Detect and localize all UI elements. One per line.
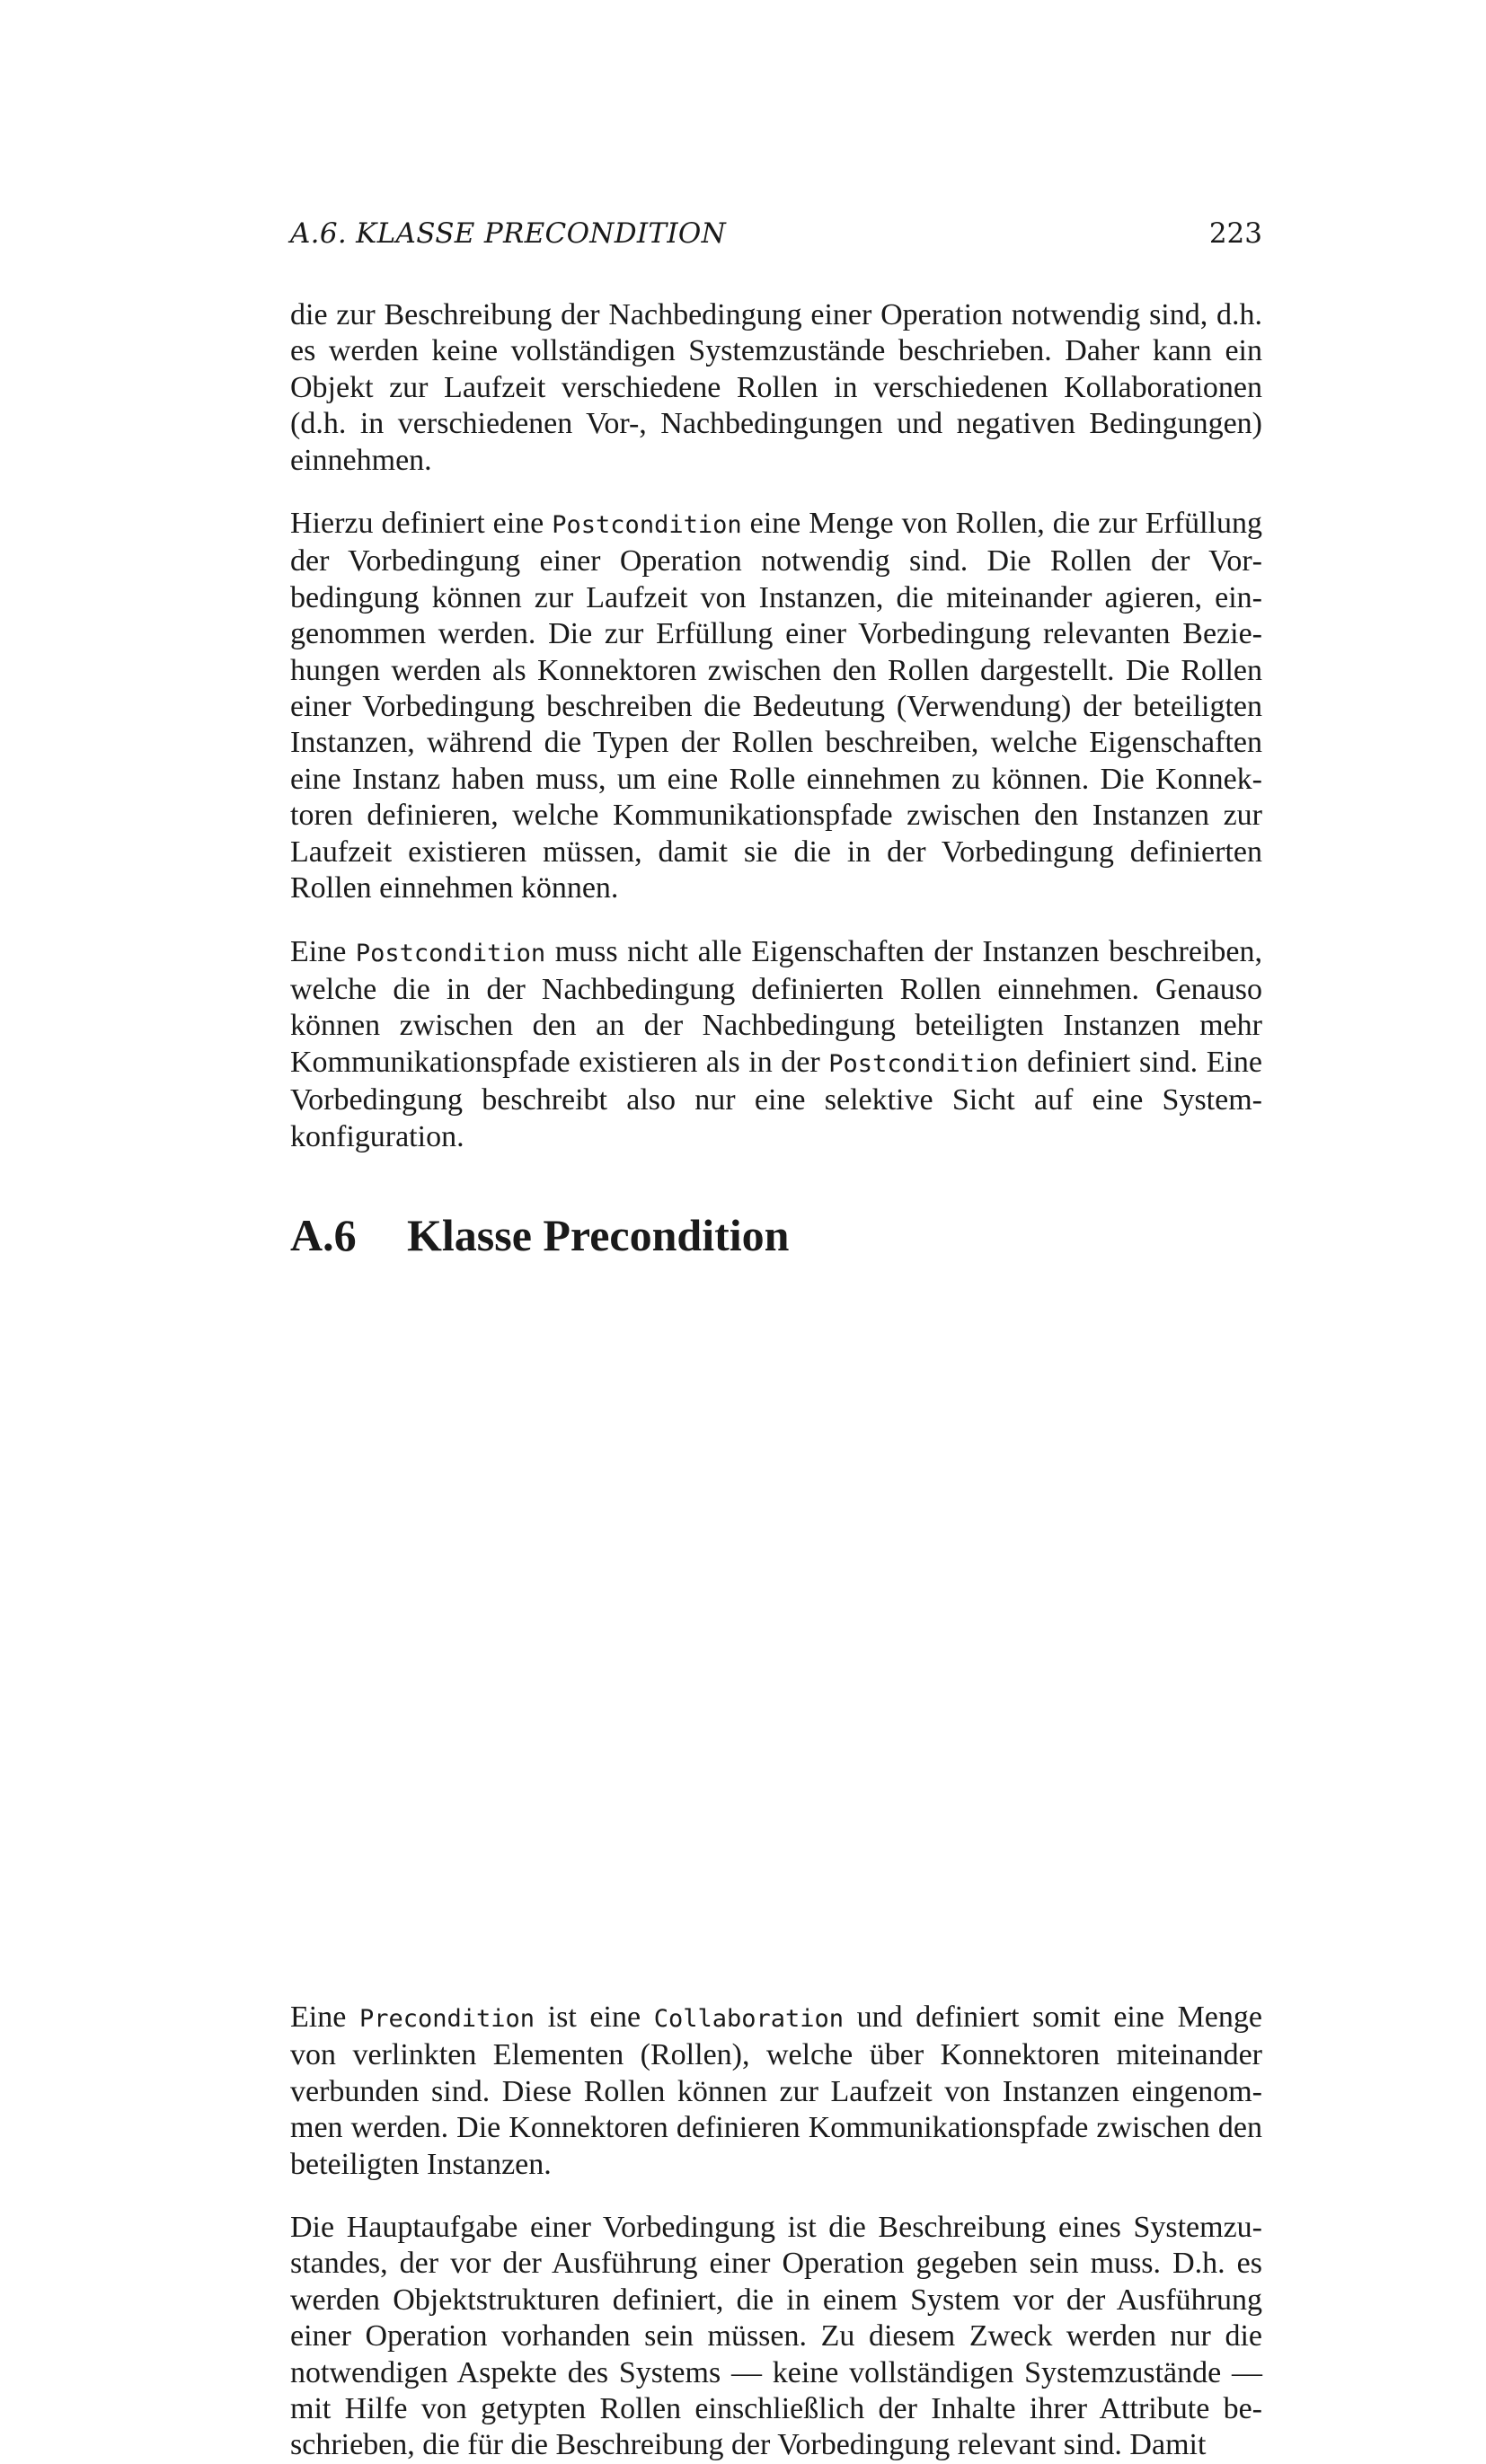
paragraph: Die Hauptaufgabe einer Vorbedingung ist die Beschreibung eines Systemzustandes, der vor der Ausführung einer Operation gegeben sein muss. D.h. es werden Objektstrukturen definiert, die in einem System vor der Ausführung einer Operation vorhanden sein müssen. Zu diesem Zweck werden nur die notwendigen Aspekte des Systems — keine vollständigen Systemzustände — mit Hilfe von getypten Rollen einschließlich der Inhalte ihrer Attribute beschrieben, die für die Beschreibung der Vorbedingung relevant sind. Damit	[290, 2211, 1262, 2462]
section-title: Klasse Precondition	[407, 1210, 790, 1260]
paragraph: Eine Postcondition muss nicht alle Eigenschaften der Instanzen beschreiben, welche die in der Nachbedingung definierten Rollen einnehmen. Genauso können zwischen den an der Nachbedingung beteiligten Instanzen mehr Kommunikationspfade existieren als in der Postcondition definiert sind. Eine Vorbedingung beschreibt also nur eine selektive Sicht auf eine Systemkonfiguration.	[290, 934, 1263, 1153]
running-title: A.6. KLASSE PRECONDITION	[290, 217, 727, 250]
running-header	[290, 216, 1262, 252]
paragraph: die zur Beschreibung der Nachbedingung einer Operation notwendig sind, d.h. es werden keine vollständigen Systemzustände beschrieben. Daher kann ein Objekt zur Laufzeit verschiedene Rollen in verschiedenen Kollaborationen (d.h. in verschiedenen Vor-, Nachbedingungen und negativen Bedingungen) einnehmen.	[290, 298, 1262, 477]
text-before-section	[290, 297, 1262, 1155]
inline-code: Postcondition	[828, 1049, 1019, 1078]
inline-code: Precondition	[358, 2005, 535, 2033]
paragraph: Hierzu definiert eine Postcondition eine Menge von Rollen, die zur Erfüllung der Vorbedingung einer Operation notwendig sind. Die Rollen der Vorbedingung können zur Laufzeit von Instanzen, die miteinander agieren, eingenommen werden. Die zur Erfüllung einer Vorbedingung relevanten Beziehungen werden als Konnektoren zwischen den Rollen dargestellt. Die Rollen einer Vorbedingung beschreiben die Bedeutung (Verwendung) der beteiligten Instanzen, während die Typen der Rollen beschreiben, welche Eigenschaften eine Instanz haben muss, um eine Rolle einnehmen zu können. Die Konnektoren definieren, welche Kommunikationspfade zwischen den Instanzen zur Laufzeit existieren müssen, damit sie die in der Vorbedingung definierten Rollen einnehmen können.	[290, 507, 1263, 905]
section-number: A.6	[290, 1210, 357, 1260]
inline-code: Postcondition	[552, 511, 742, 540]
section-heading	[290, 1208, 1262, 1262]
inline-code: Postcondition	[355, 939, 546, 967]
inline-code: Collaboration	[653, 2005, 845, 2033]
paragraph: Eine Precondition ist eine Collaboration und definiert somit eine Menge von verlinkten Elementen (Rollen), welche über Konnektoren miteinander verbunden sind. Diese Rollen können zur Laufzeit von Instanzen eingenommen werden. Die Konnektoren definieren Kommunikationspfade zwischen den beteiligten Instanzen.	[290, 2000, 1262, 2181]
text-after-section	[290, 2000, 1262, 2464]
page-number: 223	[1208, 217, 1262, 250]
